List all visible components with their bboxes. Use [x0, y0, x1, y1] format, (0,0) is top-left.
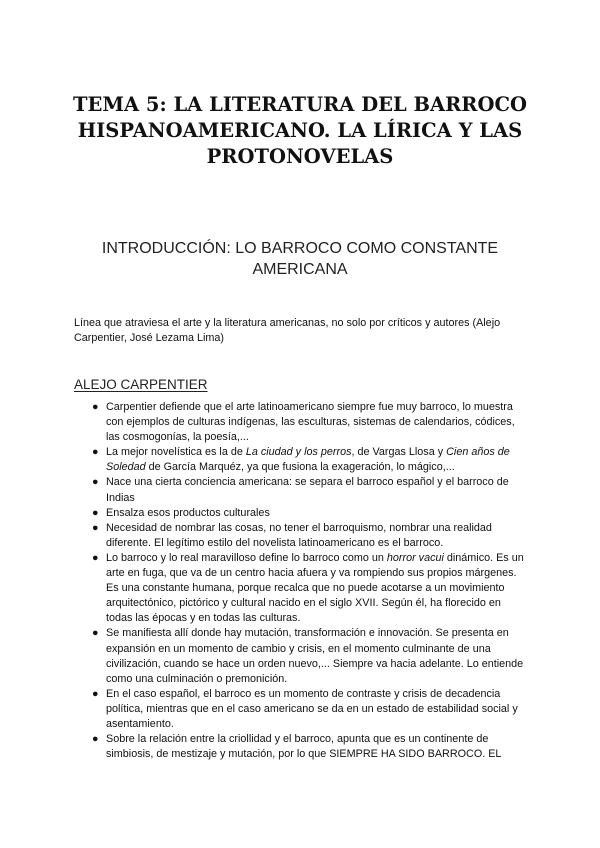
section-subtitle: INTRODUCCIÓN: LO BARROCO COMO CONSTANTE AMERICANA: [101, 240, 499, 278]
bullet-list: [92, 400, 528, 762]
list-item-text: Nace una cierta conciencia americana: se separa el barroco español y el barroco de Indias: [106, 476, 509, 504]
list-item: [92, 626, 528, 686]
bullet-icon: ●: [92, 506, 99, 519]
list-item-text: Sobre la relación entre la criollidad y el barroco, apunta que es un continente de simbiosis, de mestizaje y mutación, por lo que SIEMPRE HA SIDO BARROCO. EL: [106, 733, 502, 761]
list-item: [92, 506, 528, 521]
text-run: , de Vargas Llosa y: [351, 446, 447, 459]
bullet-icon: ●: [92, 446, 99, 459]
list-item: [92, 400, 528, 445]
list-item: [92, 732, 528, 762]
list-item: [92, 551, 528, 626]
bullet-icon: ●: [92, 687, 99, 700]
book-title-cien-anos-de-soledad: Cien años de Soledad: [106, 446, 510, 474]
list-item: [92, 445, 528, 475]
text-run: dinámico. Es un arte en fuga, que va de un centro hacia afuera y va rompiendo sus propios márgenes. Es una constante humana, porque recalca que no puede acotarse a un movimiento arquitectónico, pictórico y cultural nacido en el siglo XVII. Según él, ha florecido en todas las épocas y en todas las culturas.: [106, 551, 524, 625]
list-item-text: [106, 552, 524, 624]
bullet-icon: ●: [92, 476, 99, 489]
term-horror-vacui: horror vacui: [386, 551, 444, 564]
list-item-text: Necesidad de nombrar las cosas, no tener el barroquismo, nombrar una realidad diferente. El legítimo estilo del novelista latinoamericano es el barroco.: [106, 521, 492, 549]
bullet-icon: ●: [92, 733, 99, 746]
list-item: [92, 687, 528, 732]
list-item-text: Ensalza esos productos culturales: [106, 506, 270, 519]
list-item: [92, 521, 528, 551]
page-title: TEMA 5: LA LITERATURA DEL BARROCO HISPANOAMERICANO. LA LÍRICA Y LAS PROTONOVELAS: [73, 93, 527, 168]
bullet-icon: ●: [92, 401, 99, 413]
list-item-text: Se manifiesta allí donde hay mutación, transformación e innovación. Se presenta en expansión en un momento de cambio y crisis, en el momento culminante de una civilización, cuando se hace un orden nuevo,... Siempre va hacia adelante. Lo entiende como una culminación o premonición.: [106, 627, 524, 685]
bullet-icon: ●: [92, 627, 99, 640]
list-item-text: Carpentier defiende que el arte latinoamericano siempre fue muy barroco, lo muestra con ejemplos de culturas indígenas, las esculturas, sistemas de calendarios, códices, las cosmogonías, la poesía,...: [106, 401, 515, 444]
list-item-text: [106, 446, 510, 473]
text-run: Lo barroco y lo real maravilloso define lo barroco como un: [106, 551, 387, 564]
list-item: [92, 475, 528, 505]
section-heading-alejo-carpentier: ALEJO CARPENTIER: [74, 377, 208, 392]
bullet-icon: ●: [92, 551, 99, 564]
intro-paragraph: Línea que atraviesa el arte y la literatura americanas, no solo por críticos y autores (Alejo Carpentier, José Lezama Lima): [74, 317, 501, 344]
text-run: de García Marquéz, ya que fusiona la exageración, lo mágico,...: [145, 461, 455, 474]
book-title-la-ciudad-y-los-perros: La ciudad y los perros: [245, 446, 352, 459]
list-item-text: En el caso español, el barroco es un momento de contraste y crisis de decadencia política, mientras que en el caso americano se da en un estado de estabilidad social y asentamiento.: [106, 687, 518, 730]
text-run: La mejor novelística es la de: [106, 446, 246, 459]
bullet-icon: ●: [92, 521, 99, 534]
